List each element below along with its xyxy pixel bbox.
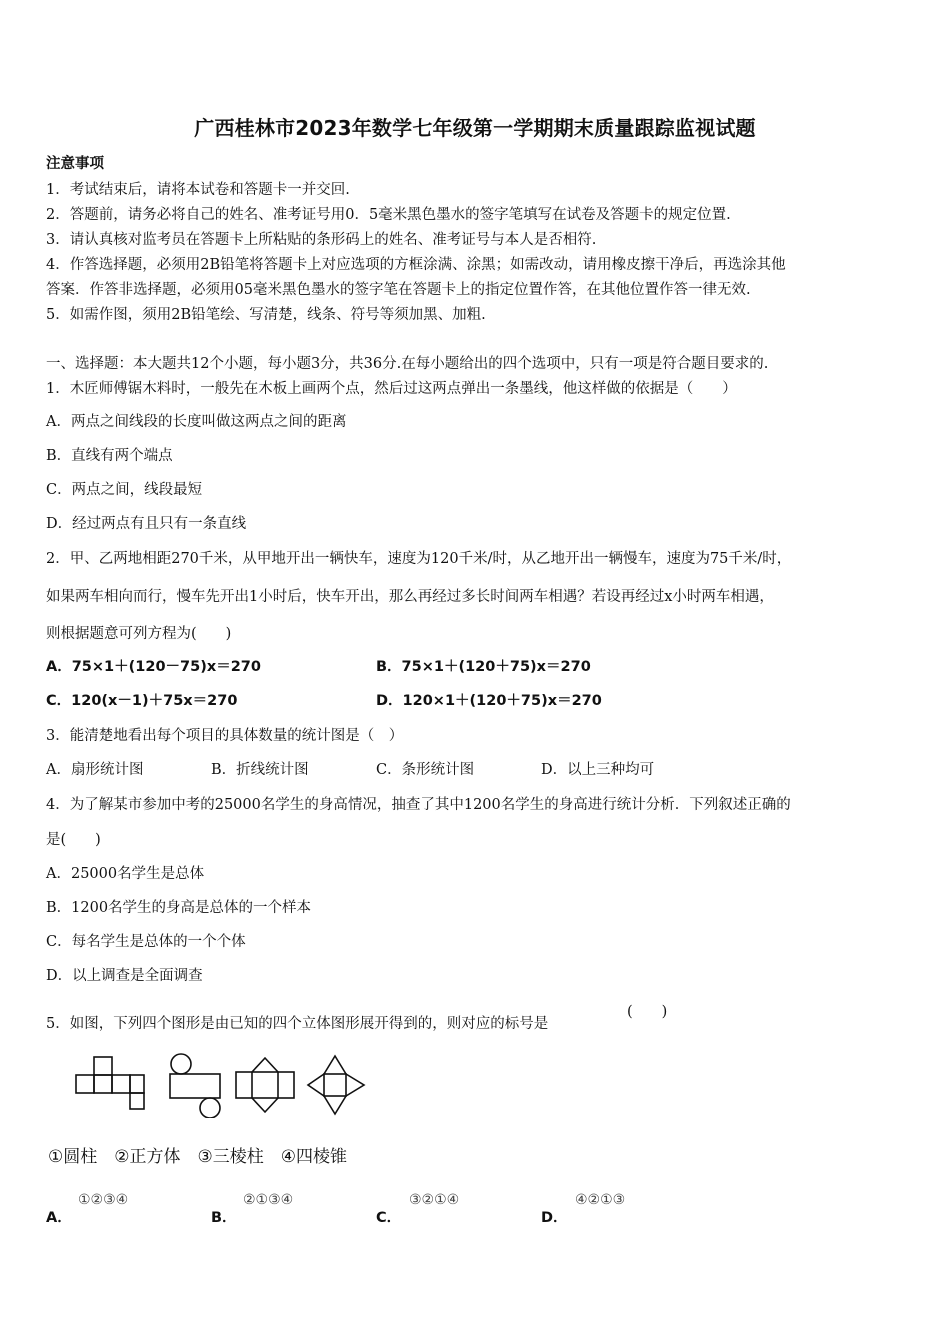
triangular-prism-net (236, 1058, 294, 1112)
question-2-option-a: A．75×1＋(120－75)x＝270 (46, 659, 261, 675)
question-3-option-d: D．以上三种均可 (541, 762, 655, 778)
question-3-option-a: A．扇形统计图 (46, 762, 144, 778)
question-1-stem: 1．木匠师傅锯木料时，一般先在木板上画两个点，然后过这两点弹出一条墨线，他这样做的依据是（ ） (46, 381, 737, 397)
notice-item: 5．如需作图，须用2B铅笔绘、写清楚，线条、符号等须加黑、加粗. (46, 307, 486, 323)
notice-item: 1．考试结束后，请将本试卷和答题卡一并交回. (46, 182, 350, 198)
question-5-option-a-letter: A． (46, 1210, 72, 1226)
notice-heading: 注意事项 (46, 156, 104, 172)
notice-item: 3．请认真核对监考员在答题卡上所粘贴的条形码上的姓名、准考证号与本人是否相符. (46, 232, 597, 248)
cube-net (76, 1057, 144, 1109)
section-heading: 一、选择题：本大题共12个小题，每小题3分，共36分.在每小题给出的四个选项中，只有一项是符合题目要求的. (46, 356, 769, 372)
question-5-option-a-value: ①②③④ (78, 1192, 129, 1208)
notice-item: 4．作答选择题，必须用2B铅笔将答题卡上对应选项的方框涂满、涂黑；如需改动，请用橡皮擦干净后，再选涂其他 (46, 257, 786, 273)
question-4-option-d: D．以上调查是全面调查 (46, 968, 203, 984)
cylinder-net (170, 1054, 220, 1118)
question-1-option-a: A．两点之间线段的长度叫做这两点之间的距离 (46, 414, 347, 430)
question-4-stem: 4．为了解某市参加中考的25000名学生的身高情况，抽查了其中1200名学生的身高进行统计分析．下列叙述正确的 (46, 797, 791, 813)
question-5-option-b-letter: B． (211, 1210, 237, 1226)
question-3-option-c: C．条形统计图 (376, 762, 475, 778)
question-4-option-c: C．每名学生是总体的一个个体 (46, 934, 246, 950)
question-2-option-c: C．120(x－1)＋75x＝270 (46, 693, 238, 709)
question-5-option-d-letter: D． (541, 1210, 568, 1226)
question-1-option-b: B．直线有两个端点 (46, 448, 173, 464)
square-pyramid-net (308, 1056, 364, 1114)
notice-item: 答案．作答非选择题，必须用05毫米黑色墨水的签字笔在答题卡上的指定位置作答，在其他位置作答一律无效. (46, 282, 751, 298)
question-5-legend: ①圆柱 ②正方体 ③三棱柱 ④四棱锥 (48, 1147, 347, 1167)
question-5-option-c-letter: C． (376, 1210, 402, 1226)
question-5-bracket: ( ) (627, 1004, 668, 1020)
question-4-option-b: B．1200名学生的身高是总体的一个样本 (46, 900, 312, 916)
notice-item: 2．答题前，请务必将自己的姓名、准考证号用0．5毫米黑色墨水的签字笔填写在试卷及答题卡的规定位置. (46, 207, 731, 223)
question-1-option-d: D．经过两点有且只有一条直线 (46, 516, 247, 532)
page-title: 广西桂林市2023年数学七年级第一学期期末质量跟踪监视试题 (194, 116, 756, 140)
question-4-stem: 是( ) (46, 832, 101, 848)
question-3-option-b: B．折线统计图 (211, 762, 309, 778)
question-1-option-c: C．两点之间，线段最短 (46, 482, 203, 498)
question-5-option-d-value: ④②①③ (575, 1192, 626, 1208)
question-5-option-c-value: ③②①④ (409, 1192, 460, 1208)
question-2-stem: 如果两车相向而行，慢车先开出1小时后，快车开出，那么再经过多长时间两车相遇？若设再经过x小时两车相遇， (46, 589, 774, 605)
question-2-option-d: D．120×1＋(120＋75)x＝270 (376, 693, 602, 709)
question-2-option-b: B．75×1＋(120＋75)x＝270 (376, 659, 591, 675)
question-2-stem: 则根据题意可列方程为( ) (46, 626, 232, 642)
question-5-stem: 5．如图，下列四个图形是由已知的四个立体图形展开得到的，则对应的标号是 (46, 1016, 549, 1032)
question-5-option-b-value: ②①③④ (243, 1192, 294, 1208)
unfolded-nets-figure (70, 1052, 370, 1118)
question-4-option-a: A．25000名学生是总体 (46, 866, 205, 882)
question-3-stem: 3．能清楚地看出每个项目的具体数量的统计图是（ ） (46, 728, 404, 744)
question-2-stem: 2．甲、乙两地相距270千米，从甲地开出一辆快车，速度为120千米/时，从乙地开出一辆慢车，速度为75千米/时， (46, 551, 792, 567)
